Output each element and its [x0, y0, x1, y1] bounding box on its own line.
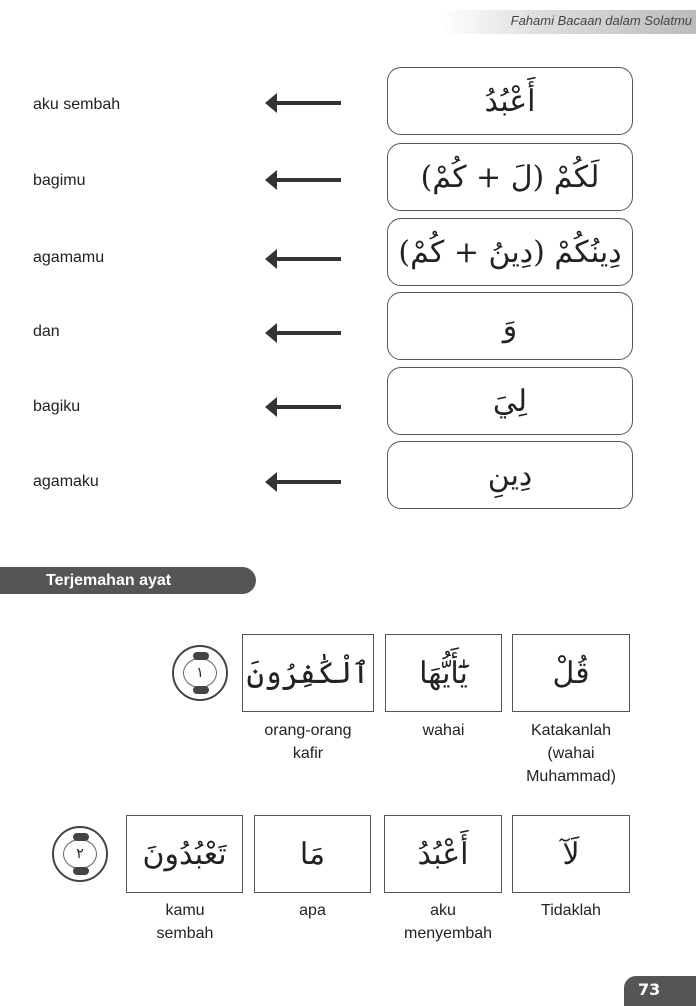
word-translation: apa: [299, 902, 326, 919]
page-number: 73: [624, 976, 696, 1006]
vocab-arabic-box: لَكُمْ (لَ + كُمْ): [387, 143, 633, 211]
vocab-meaning: bagiku: [33, 398, 81, 415]
word-box: قُلْ: [512, 634, 630, 712]
vocab-arabic-box: لِيَ: [387, 367, 633, 435]
arrow-left-icon: [265, 93, 341, 113]
word-translation: orang-orang kafir: [264, 722, 352, 762]
arrow-left-icon: [265, 472, 341, 492]
vocab-meaning: agamaku: [33, 473, 99, 490]
word-translation: Katakanlah (wahai Muhammad): [526, 722, 616, 785]
word-box: أَعْبُدُ: [384, 815, 502, 893]
header-title: Fahami Bacaan dalam Solatmu: [510, 13, 692, 28]
word-box: لَآ: [512, 815, 630, 893]
ayah-number-marker: [52, 826, 108, 882]
word-box: ٱلْكَٰفِرُونَ: [242, 634, 374, 712]
ayah-number: ١: [183, 658, 217, 688]
vocab-arabic-box: دِينِ: [387, 441, 633, 509]
vocab-meaning: dan: [33, 323, 60, 340]
word-box: تَعْبُدُونَ: [126, 815, 243, 893]
arrow-left-icon: [265, 323, 341, 343]
word-translation: kamu sembah: [156, 902, 214, 942]
running-header: [440, 10, 696, 34]
ayah-number: ٢: [63, 839, 97, 869]
vocab-arabic-box: دِينُكُمْ (دِينُ + كُمْ): [387, 218, 633, 286]
ayah-number-marker: [172, 645, 228, 701]
vocab-meaning: agamamu: [33, 249, 105, 266]
word-translation: wahai: [422, 722, 465, 739]
vocab-arabic-box: أَعْبُدُ: [387, 67, 633, 135]
arrow-left-icon: [265, 249, 341, 269]
section-heading: Terjemahan ayat: [0, 567, 256, 594]
arrow-left-icon: [265, 170, 341, 190]
word-box: يَٰٓأَيُّهَا: [385, 634, 502, 712]
vocab-meaning: bagimu: [33, 172, 86, 189]
word-translation: aku menyembah: [404, 902, 493, 942]
word-translation: Tidaklah: [541, 902, 601, 919]
arrow-left-icon: [265, 397, 341, 417]
vocab-meaning: aku sembah: [33, 96, 121, 113]
vocab-arabic-box: وَ: [387, 292, 633, 360]
word-box: مَا: [254, 815, 371, 893]
